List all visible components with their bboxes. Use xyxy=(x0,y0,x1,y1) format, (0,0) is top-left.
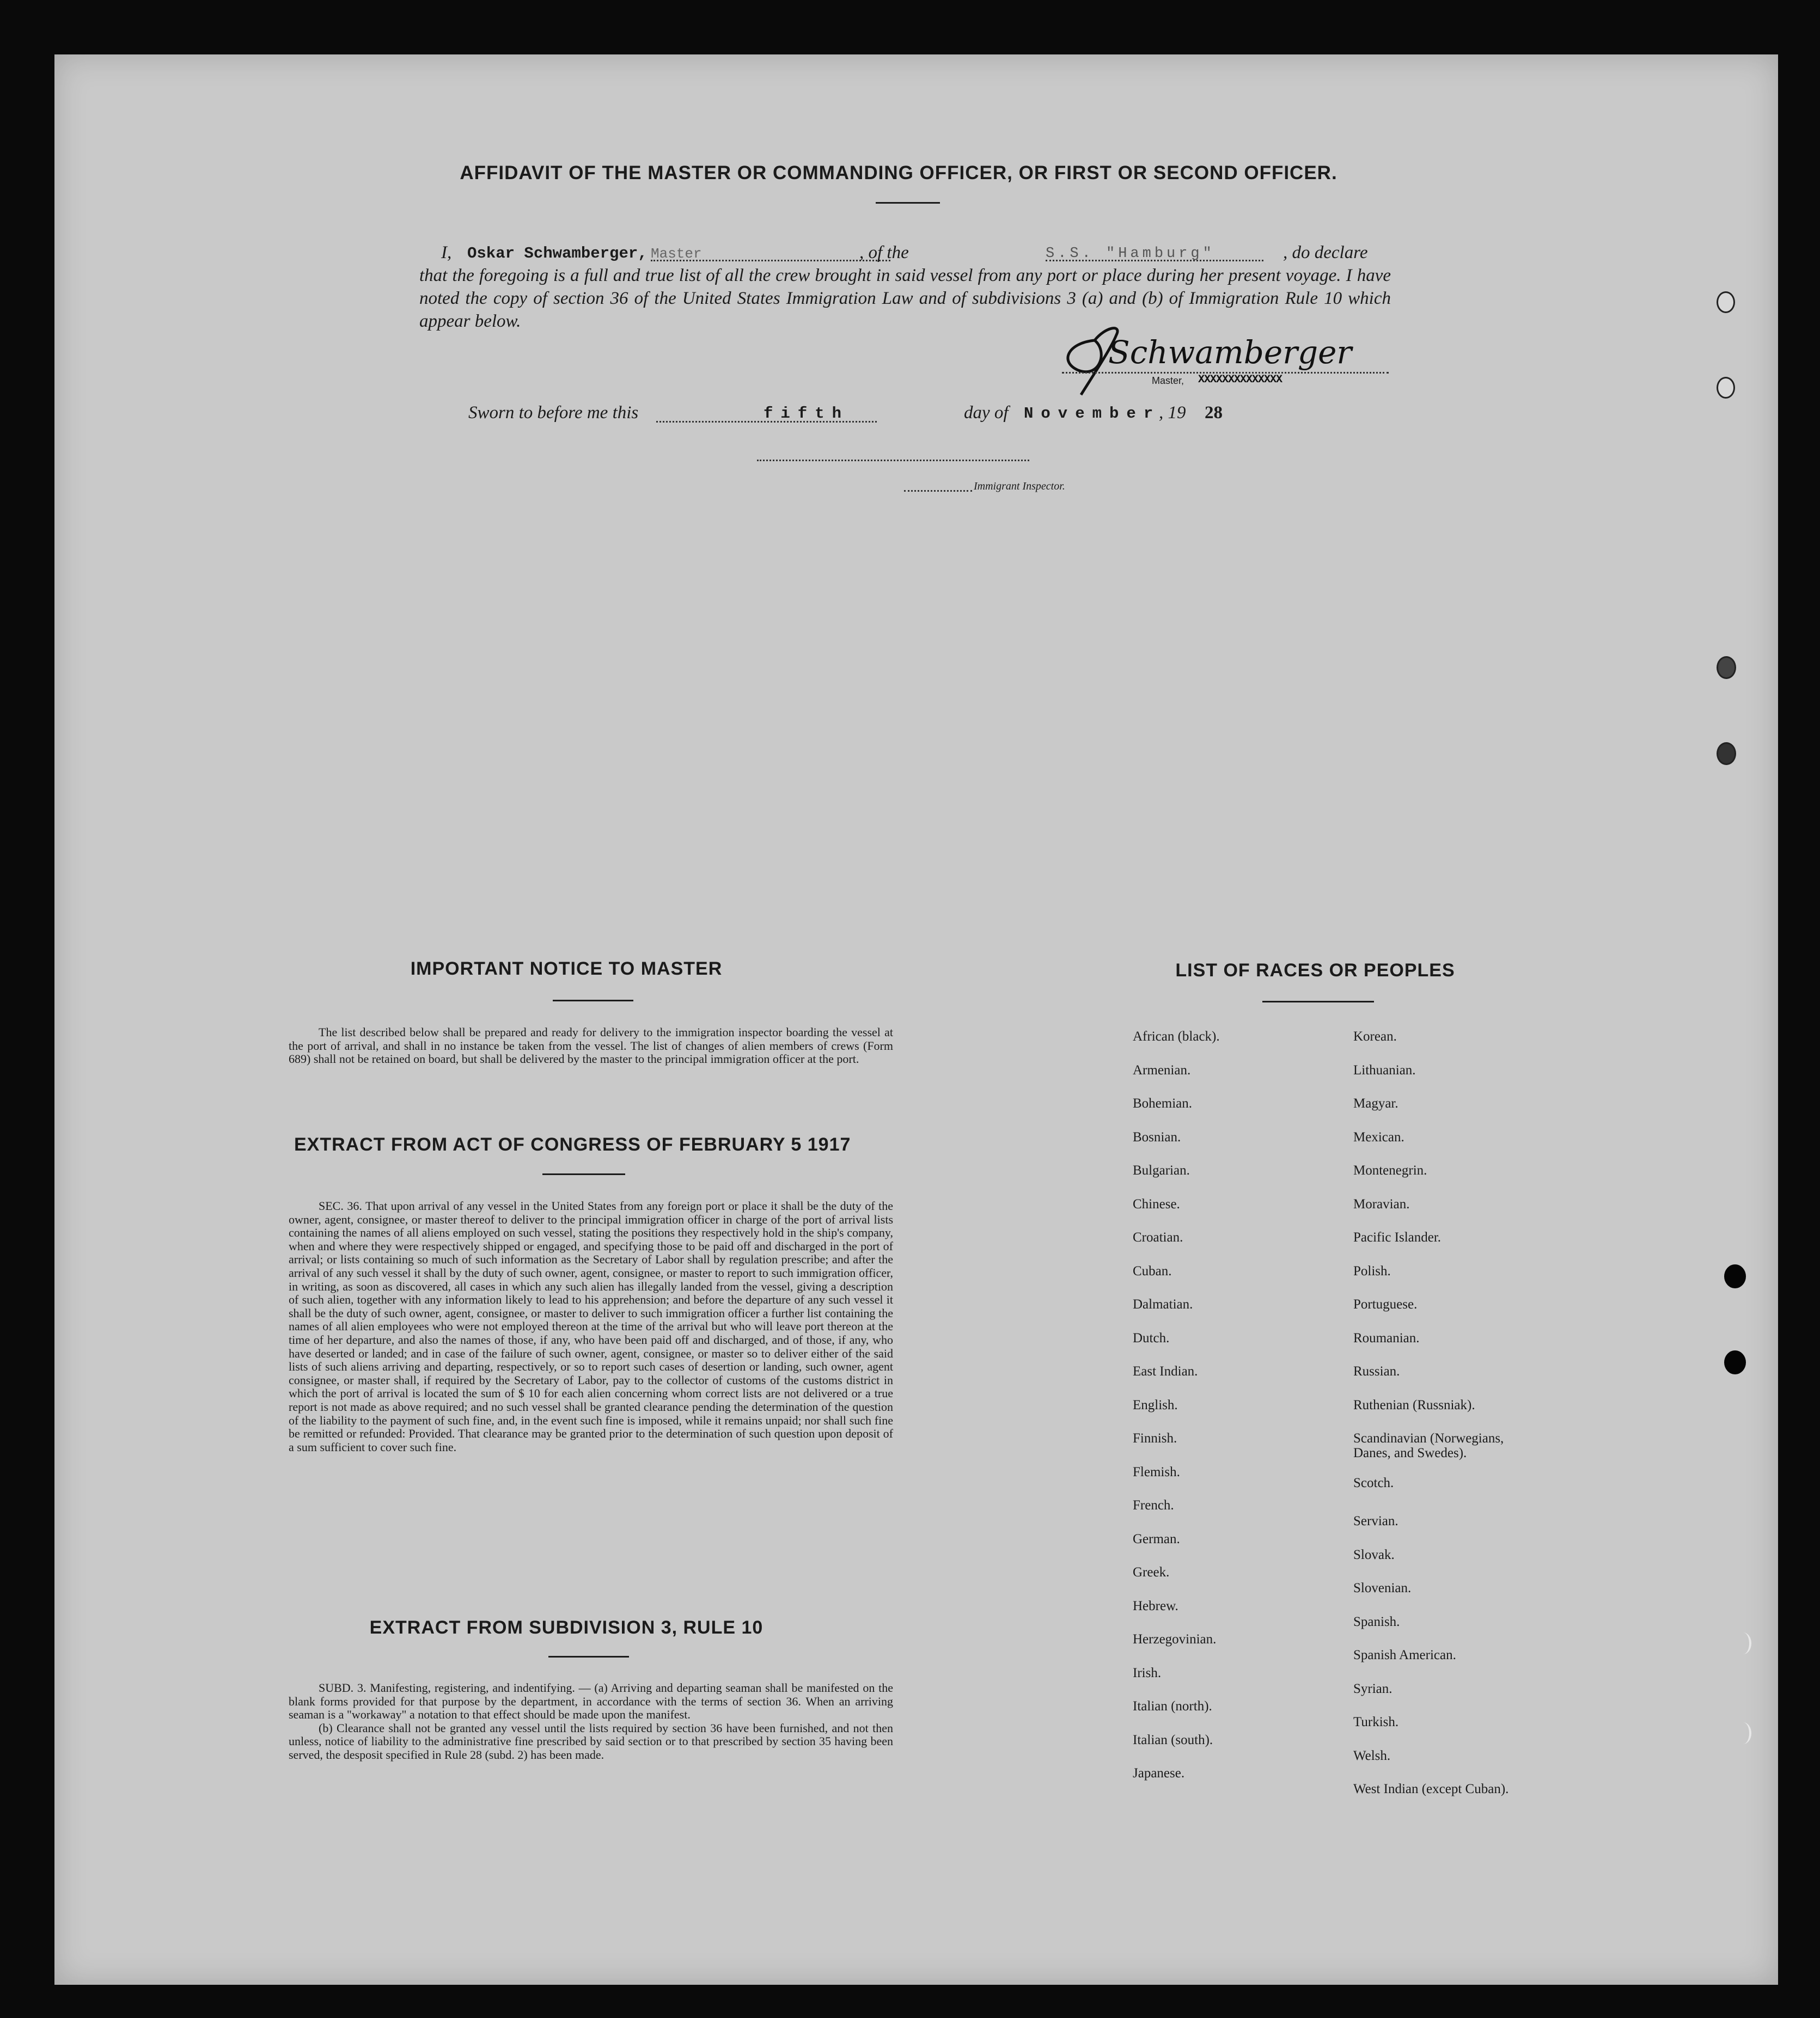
race-item: Bosnian. xyxy=(1133,1129,1181,1145)
race-item: Bulgarian. xyxy=(1133,1163,1190,1178)
race-item: Slovak. xyxy=(1353,1547,1395,1562)
master-label: Master, xyxy=(1152,375,1184,386)
rule-extract-title: EXTRACT FROM SUBDIVISION 3, RULE 10 xyxy=(369,1617,764,1638)
race-item: Turkish. xyxy=(1353,1715,1399,1729)
race-item: English. xyxy=(1133,1397,1178,1412)
master-title-field: Master xyxy=(651,246,702,262)
race-item: German. xyxy=(1133,1531,1180,1546)
race-item: Spanish. xyxy=(1353,1614,1400,1629)
race-item: Flemish. xyxy=(1133,1464,1180,1479)
act-extract-title-underline xyxy=(542,1173,625,1175)
binder-hole xyxy=(1717,656,1736,679)
notice-title-underline xyxy=(553,1000,633,1001)
i-prefix: I, xyxy=(441,243,452,262)
race-item: Syrian. xyxy=(1353,1681,1393,1696)
race-item: Hebrew. xyxy=(1133,1598,1178,1613)
affidavit-title-underline xyxy=(876,202,940,204)
race-item: Montenegrin. xyxy=(1353,1163,1427,1178)
master-signature-line xyxy=(1062,372,1389,394)
race-item: Moravian. xyxy=(1353,1196,1410,1212)
race-item: Scotch. xyxy=(1353,1476,1394,1490)
binder-hole xyxy=(1735,1632,1751,1654)
race-item: Irish. xyxy=(1133,1665,1162,1680)
rule-extract-title-underline xyxy=(548,1656,629,1658)
race-item: Italian (south). xyxy=(1133,1732,1213,1747)
day-of-label: day of xyxy=(964,403,1009,423)
race-item: Pacific Islander. xyxy=(1353,1230,1442,1245)
vessel-name-field: S.S. "Hamburg" xyxy=(1046,246,1215,262)
affidavit-first-line xyxy=(419,241,1391,264)
year-field: 28 xyxy=(1205,403,1223,423)
race-item: East Indian. xyxy=(1133,1364,1198,1379)
rule-extract-text xyxy=(289,1681,893,1762)
race-item: Scandinavian (Norwegians, Danes, and Swedes). xyxy=(1353,1431,1504,1460)
inspector-label: Immigrant Inspector. xyxy=(974,480,1065,492)
binder-hole xyxy=(1717,742,1736,765)
races-right-column xyxy=(1353,1029,1658,1815)
race-item: Slovenian. xyxy=(1353,1581,1412,1595)
races-title: LIST OF RACES OR PEOPLES xyxy=(1175,960,1455,981)
act-extract-text xyxy=(289,1200,893,1454)
master-name-field: Oskar Schwamberger, xyxy=(467,244,648,262)
race-item: Russian. xyxy=(1353,1364,1400,1379)
race-item: Polish. xyxy=(1353,1263,1391,1279)
race-item: French. xyxy=(1133,1498,1174,1513)
race-item: Lithuanian. xyxy=(1353,1062,1416,1078)
race-item: Magyar. xyxy=(1353,1096,1398,1111)
affidavit-body: that the foregoing is a full and true list of all the crew brought in said vessel from any port or place during her present voyage. I have noted the copy of section 36 of the United States Immigration Law and of subdivisions 3 (a) and (b) of Immigration Rule 10 which appear below. xyxy=(419,266,1391,331)
race-item: Roumanian. xyxy=(1353,1330,1420,1346)
races-title-underline xyxy=(1262,1001,1374,1002)
race-item: Herzegovinian. xyxy=(1133,1632,1217,1647)
race-item: Italian (north). xyxy=(1133,1699,1212,1714)
race-item: Servian. xyxy=(1353,1514,1398,1528)
of-the-label: , of the xyxy=(859,243,909,262)
race-item: Finnish. xyxy=(1133,1431,1177,1446)
binder-hole xyxy=(1735,1722,1751,1744)
race-item: Japanese. xyxy=(1133,1766,1185,1781)
race-item: Cuban. xyxy=(1133,1263,1172,1279)
race-item: Chinese. xyxy=(1133,1196,1180,1212)
declare-label: , do declare xyxy=(1283,243,1368,262)
race-item: Portuguese. xyxy=(1353,1297,1418,1312)
act-extract-title: EXTRACT FROM ACT OF CONGRESS OF FEBRUARY 5 1917 xyxy=(294,1134,851,1155)
race-item: Greek. xyxy=(1133,1565,1170,1580)
binder-hole xyxy=(1724,1264,1746,1288)
race-item: African (black). xyxy=(1133,1029,1220,1044)
month-field: November xyxy=(1024,405,1161,423)
race-item: Dutch. xyxy=(1133,1330,1170,1346)
inspector-signature-line xyxy=(757,460,1029,461)
race-item: Dalmatian. xyxy=(1133,1297,1193,1312)
struck-out-text: XXXXXXXXXXXXXX xyxy=(1198,374,1282,386)
notice-title: IMPORTANT NOTICE TO MASTER xyxy=(410,958,723,979)
race-item: Ruthenian (Russniak). xyxy=(1353,1397,1475,1412)
sworn-prefix: Sworn to before me this xyxy=(468,403,639,423)
binder-hole xyxy=(1717,377,1735,399)
notice-text xyxy=(289,1026,893,1066)
race-item: Armenian. xyxy=(1133,1062,1191,1078)
day-field: fifth xyxy=(764,405,850,423)
notice-paragraph: The list described below shall be prepared and ready for delivery to the immigration inspector boarding the vessel at the port of arrival, and shall in no instance be taken from the vessel. The list of changes of alien members of crews (Form 689) shall not be retained on board, but shall be delivered by the master to the principal immigration officer at the port. xyxy=(289,1025,893,1066)
race-item: West Indian (except Cuban). xyxy=(1353,1782,1509,1796)
race-item: Bohemian. xyxy=(1133,1096,1193,1111)
svg-text:Schwamberger: Schwamberger xyxy=(1108,334,1352,371)
inspector-dotted-line xyxy=(904,490,972,492)
race-item: Spanish American. xyxy=(1353,1648,1456,1662)
race-item: Croatian. xyxy=(1133,1230,1183,1245)
inspector-line xyxy=(904,480,1122,497)
binder-hole xyxy=(1724,1350,1746,1374)
race-item: Mexican. xyxy=(1353,1129,1404,1145)
rule-extract-paragraph-b: (b) Clearance shall not be granted any vessel until the lists required by section 36 have been furnished, and not then unless, notice of liability to the administrative fine prescribed by said section or to that prescribed by section 35 having been served, the desposit specified in Rule 28 (subd. 2) has been made. xyxy=(289,1721,893,1762)
vessel-dotted-line xyxy=(1046,260,1263,261)
act-extract-paragraph: SEC. 36. That upon arrival of any vessel in the United States from any foreign port or place it shall be the duty of the owner, agent, consignee, or master thereof to deliver to the principal immigration officer in charge of the port of arrival lists containing the names of all aliens employed on such vessel, stating the positions they respectively hold in the ship's company, when and where they were respectively shipped or engaged, and specifying those to be paid off and discharged in the port of arrival; or lists containing so much of such information as the Secretary of Labor shall by regulation prescribe; and after the arrival of any such vessel it shall by the duty of such owner, agent, consignee, or master to report to such immigration officer, in writing, as soon as discovered, all cases in which any such alien has illegally landed from the vessel, giving a description of such alien, together with any information likely to lead to his apprehension; and before the departure of any such vessel it shall be the duty of such owner, agent, consignee, or master to deliver to such immigration officer a further list containing the names of all alien employees who were not employed thereon at the time of the arrival but who will leave port thereon at the time of her departure, and also the names of those, if any, who have been paid off and discharged, and of those, if any, who have deserted or landed; and in case of the failure of such owner, agent, consignee, or master so to deliver either of the said lists of such aliens arriving and departing, respectively, or so to report such cases of desertion or landing, such owner, agent consignee, or master shall, if required by the Secretary of Labor, pay to the collector of customs of the customs district in which the port of arrival is located the sum of $ 10 for each alien concerning whom correct lists are not delivered or a true report is not made as above required; and no such vessel shall be granted clearance pending the determination of the question of the liability to the payment of such fine, and, in the event such fine is imposed, while it remains unpaid; nor shall such fine be remitted or refunded: Provided. That clearance may be granted prior to the determination of such question upon deposit of a sum sufficient to cover such fine. xyxy=(289,1199,893,1454)
sworn-line xyxy=(468,401,1285,426)
binder-hole xyxy=(1717,291,1735,313)
race-item: Welsh. xyxy=(1353,1748,1391,1763)
races-left-column xyxy=(1133,1029,1340,1800)
rule-extract-paragraph-a: SUBD. 3. Manifesting, registering, and indentifying. — (a) Arriving and departing seaman shall be manifested on the blank forms provided for that purpose by the department, in accordance with the terms of section 36. When an arriving seaman is a "workaway" a notation to that effect should be made upon the manifest. xyxy=(289,1681,893,1722)
affidavit-title: AFFIDAVIT OF THE MASTER OR COMMANDING OFFICER, OR FIRST OR SECOND OFFICER. xyxy=(460,162,1337,184)
master-name-dotted-line xyxy=(651,260,890,261)
year-prefix: , 19 xyxy=(1159,403,1186,423)
race-item: Korean. xyxy=(1353,1029,1397,1044)
